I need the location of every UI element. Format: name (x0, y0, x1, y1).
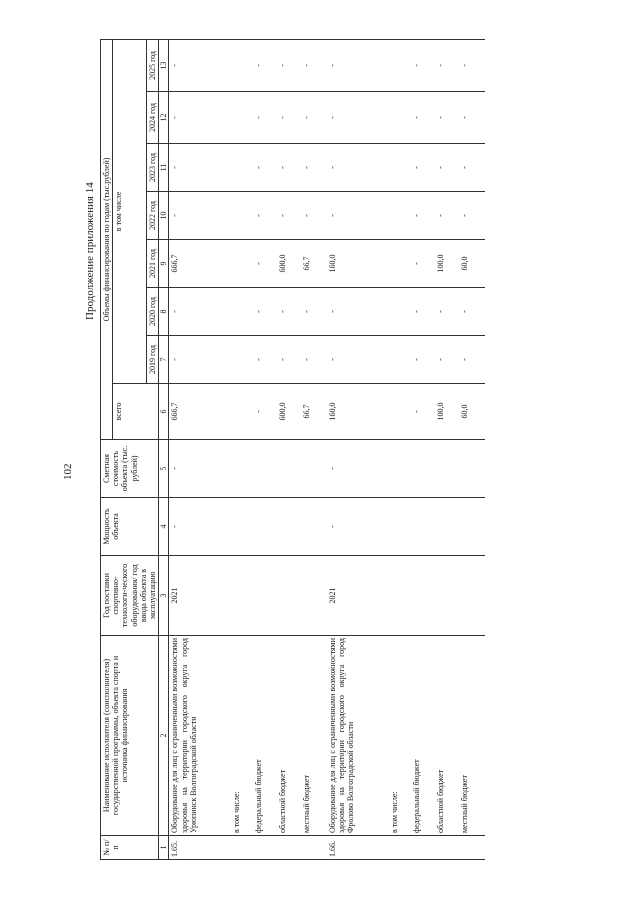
header-funding: Объемы финансирования по годам (тыс.рублей) (101, 39, 113, 439)
row-total: 60,0 (459, 384, 485, 440)
row-name: областной бюджет (277, 636, 301, 836)
row-cost (231, 440, 253, 498)
page-number: 102 (62, 463, 74, 480)
row-value (231, 336, 253, 384)
row-value: - (435, 288, 459, 336)
row-total: 100,0 (435, 384, 459, 440)
table-row (459, 39, 485, 859)
row-value (231, 39, 253, 91)
row-num (277, 836, 301, 860)
row-value: - (459, 192, 485, 240)
row-year (459, 556, 485, 636)
row-name: областной бюджет (435, 636, 459, 836)
row-cost (435, 440, 459, 498)
row-value: - (411, 192, 435, 240)
row-value (389, 39, 411, 91)
colnum: 13 (159, 39, 169, 91)
row-value: - (277, 288, 301, 336)
row-cost: - (169, 440, 231, 498)
row-num (231, 836, 253, 860)
table-row (169, 39, 231, 859)
row-value: - (411, 39, 435, 91)
colnum: 8 (159, 288, 169, 336)
row-value: - (277, 39, 301, 91)
row-year (411, 556, 435, 636)
row-num (253, 836, 277, 860)
row-value: 100,0 (435, 240, 459, 288)
row-value: 600,0 (277, 240, 301, 288)
colnum: 1 (159, 836, 169, 860)
row-value: - (459, 144, 485, 192)
row-capacity (253, 498, 277, 556)
row-value: - (327, 192, 389, 240)
row-value: - (169, 144, 231, 192)
row-value: - (253, 336, 277, 384)
row-capacity (231, 498, 253, 556)
row-value: - (277, 192, 301, 240)
colnum: 7 (159, 336, 169, 384)
row-num (301, 836, 327, 860)
row-value: - (253, 39, 277, 91)
row-value (389, 336, 411, 384)
row-cost (253, 440, 277, 498)
row-name: федеральный бюджет (411, 636, 435, 836)
row-value: - (169, 288, 231, 336)
row-cost (459, 440, 485, 498)
row-value: - (169, 336, 231, 384)
header-year-2020: 2020 год (146, 288, 158, 336)
row-value: - (435, 192, 459, 240)
row-value: - (277, 336, 301, 384)
funding-table (100, 39, 485, 860)
colnum: 10 (159, 192, 169, 240)
row-value (231, 288, 253, 336)
row-name: Оборудование для лиц с ограниченными возможностями здоровья на территории городского округа город Фролово Волгоградской области (327, 636, 389, 836)
header-year-2025: 2025 год (146, 39, 158, 91)
row-num: 1.66. (327, 836, 389, 860)
row-value: - (327, 92, 389, 144)
row-value (231, 92, 253, 144)
header-year-2023: 2023 год (146, 144, 158, 192)
row-num (411, 836, 435, 860)
row-num (389, 836, 411, 860)
header-row-1 (101, 39, 113, 859)
row-capacity: - (169, 498, 231, 556)
row-num (435, 836, 459, 860)
row-value: - (169, 92, 231, 144)
colnum: 5 (159, 440, 169, 498)
row-value: - (301, 92, 327, 144)
row-value: - (435, 144, 459, 192)
row-total: - (253, 384, 277, 440)
row-value: - (459, 92, 485, 144)
colnum: 3 (159, 556, 169, 636)
header-year-2021: 2021 год (146, 240, 158, 288)
row-value: - (411, 336, 435, 384)
row-value: - (169, 192, 231, 240)
row-cost (389, 440, 411, 498)
row-year (301, 556, 327, 636)
row-value: - (301, 192, 327, 240)
row-name: в том числе: (389, 636, 411, 836)
colnum: 2 (159, 636, 169, 836)
row-cost (411, 440, 435, 498)
row-total: - (411, 384, 435, 440)
row-year (435, 556, 459, 636)
row-value (389, 288, 411, 336)
row-capacity: - (327, 498, 389, 556)
row-capacity (459, 498, 485, 556)
row-value: - (169, 39, 231, 91)
table-row (389, 39, 411, 859)
table-row (231, 39, 253, 859)
row-value: - (459, 39, 485, 91)
colnum: 6 (159, 384, 169, 440)
row-total: 600,0 (277, 384, 301, 440)
header-year: Год поставки спортивно-технологи-ческого оборудования/ год ввода объекта в эксплуатацию (101, 556, 159, 636)
table-body (169, 39, 485, 859)
row-year (389, 556, 411, 636)
row-num (459, 836, 485, 860)
row-name: федеральный бюджет (253, 636, 277, 836)
row-value: - (327, 336, 389, 384)
row-cost (277, 440, 301, 498)
row-value: - (411, 144, 435, 192)
colnum: 9 (159, 240, 169, 288)
colnum: 12 (159, 92, 169, 144)
row-value: - (459, 288, 485, 336)
row-value: - (411, 288, 435, 336)
row-total (389, 384, 411, 440)
row-total (231, 384, 253, 440)
header-incl: в том числе (113, 39, 147, 383)
row-year (253, 556, 277, 636)
row-year: 2021 (169, 556, 231, 636)
appendix-continuation: Продолжение приложения 14 (84, 182, 96, 320)
row-name: местный бюджет (459, 636, 485, 836)
row-value (231, 192, 253, 240)
row-value (389, 144, 411, 192)
table-row (301, 39, 327, 859)
header-year-2022: 2022 год (146, 192, 158, 240)
header-total: всего (113, 384, 159, 440)
row-value: 160,0 (327, 240, 389, 288)
row-value: - (277, 144, 301, 192)
row-value: - (327, 288, 389, 336)
row-value: - (327, 144, 389, 192)
row-value (389, 92, 411, 144)
header-cost: Сметная стоимость объекта (тыс. рублей) (101, 440, 159, 498)
row-total: 66,7 (301, 384, 327, 440)
row-capacity (389, 498, 411, 556)
row-value: - (435, 92, 459, 144)
row-value: - (253, 240, 277, 288)
row-year: 2021 (327, 556, 389, 636)
row-value: - (327, 39, 389, 91)
row-value: - (411, 92, 435, 144)
row-value: - (301, 288, 327, 336)
row-name: в том числе: (231, 636, 253, 836)
row-value: - (301, 39, 327, 91)
row-value: - (411, 240, 435, 288)
row-value: - (301, 336, 327, 384)
header-year-2019: 2019 год (146, 336, 158, 384)
colnum: 11 (159, 144, 169, 192)
colnum: 4 (159, 498, 169, 556)
row-cost: - (327, 440, 389, 498)
rotated-sheet (62, 40, 640, 860)
header-year-2024: 2024 год (146, 92, 158, 144)
row-value (389, 240, 411, 288)
table-row (277, 39, 301, 859)
table-row (327, 39, 389, 859)
row-total: 666,7 (169, 384, 231, 440)
header-name: Наименование исполнителя (соисполнителя) государственной программы, объекта спорта и источника финансирования (101, 636, 159, 836)
table-row (411, 39, 435, 859)
row-value: - (253, 192, 277, 240)
row-value: - (253, 144, 277, 192)
row-capacity (435, 498, 459, 556)
row-value: 60,0 (459, 240, 485, 288)
row-year (231, 556, 253, 636)
row-capacity (301, 498, 327, 556)
header-num: № п/п (101, 836, 159, 860)
table-row (435, 39, 459, 859)
row-value (389, 192, 411, 240)
row-value: 66,7 (301, 240, 327, 288)
row-num: 1.65. (169, 836, 231, 860)
row-name: Оборудование для лиц с ограниченными возможностями здоровья на территории городского округа город Урюпинск Волгоградской области (169, 636, 231, 836)
column-number-row (159, 39, 169, 859)
row-year (277, 556, 301, 636)
row-value: - (277, 92, 301, 144)
row-value (231, 240, 253, 288)
row-name: местный бюджет (301, 636, 327, 836)
row-capacity (411, 498, 435, 556)
row-value: 666,7 (169, 240, 231, 288)
row-capacity (277, 498, 301, 556)
row-value: - (435, 336, 459, 384)
row-value: - (253, 92, 277, 144)
row-value: - (253, 288, 277, 336)
table-row (253, 39, 277, 859)
row-total: 160,0 (327, 384, 389, 440)
row-value: - (435, 39, 459, 91)
row-value: - (301, 144, 327, 192)
header-capacity: Мощность объекта (101, 498, 159, 556)
row-cost (301, 440, 327, 498)
row-value: - (459, 336, 485, 384)
row-value (231, 144, 253, 192)
